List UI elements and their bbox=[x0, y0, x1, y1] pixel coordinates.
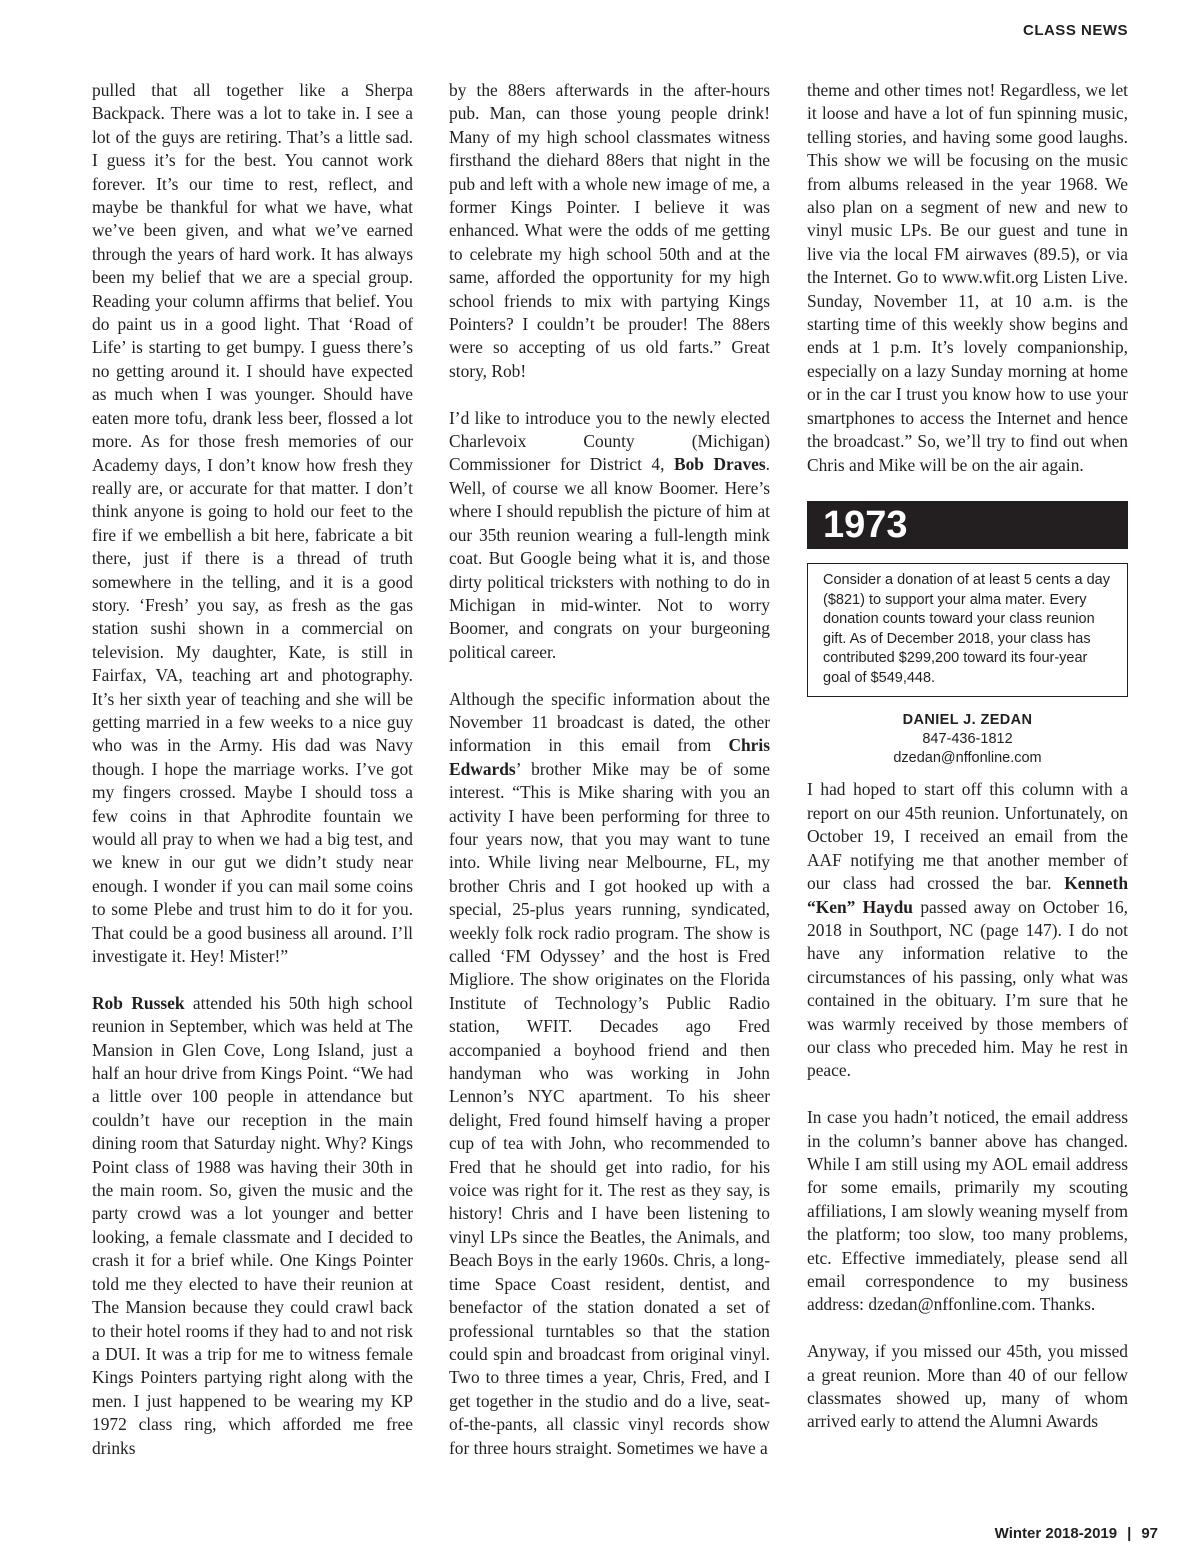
paragraph: Although the specific information about the November 11 broadcast is dated, the other information in this email from Chris Edwards’ brother Mike may be of some interest. “This is Mike sharing with you an activity I have been performing for three to four years now, that you may want to tune into. While living near Melbourne, FL, my brother Chris and I got hooked up with a special, 25-plus years running, syndicated, weekly folk rock radio program. The show is called ‘FM Odyssey’ and the host is Fred Migliore. The show originates on the Florida Institute of Technology’s Public Radio station, WFIT. Decades ago Fred accompanied a boyhood friend and then handyman who was working in John Lennon’s NYC apartment. To his sheer delight, Fred found himself having a proper cup of tea with John, who recommended to Fred that he should get into radio, for his voice was right for it. The rest as they say, is history! Chris and I have been listening to vinyl LPs since the Beatles, the Animals, and Beach Boys in the early 1960s. Chris, a long-time Space Coast resident, dentist, and benefactor of the station donated a set of professional turntables so that the station could spin and broadcast from original vinyl. Two to three times a year, Chris, Fred, and I get together in the studio and do a live, seat-of-the-pants, all classic vinyl records show for three hours straight. Sometimes we have a bbox=[449, 688, 770, 1458]
secretary-phone: 847-436-1812 bbox=[922, 731, 1013, 748]
column-3 bbox=[807, 79, 1128, 1434]
donation-callout: Consider a donation of at least 5 cents a day ($821) to support your alma mater. Every donation counts toward your class reunion gift. As of December 2018, your class has contributed $299,200 toward its four-year goal of $549,448. bbox=[807, 563, 1128, 698]
paragraph: In case you hadn’t noticed, the email address in the column’s banner above has changed. While I am still using my AOL email address for some emails, primarily my scouting affiliations, I am slowly weaning myself from the platform; too slow, too many problems, etc. Effective immediately, please send all email correspondence to my business address: dzedan@nffonline.com. Thanks. bbox=[807, 1107, 1128, 1315]
issue-label: Winter 2018-2019 bbox=[994, 1525, 1118, 1542]
classmate-name: Bob Draves bbox=[674, 454, 766, 475]
paragraph: Rob Russek attended his 50th high school reunion in September, which was held at The Mansion in Glen Cove, Long Island, just a half an hour drive from Kings Point. “We had a little over 100 people in attendance but couldn’t have our reception in the main dining room that Saturday night. Why? Kings Point class of 1988 was having their 30th in the main room. So, given the music and the party crowd was a lot younger and better looking, a female classmate and I decided to crash it for a brief while. One Kings Pointer told me they elected to have their reunion at The Mansion because they could crawl back to their hotel rooms if they had to and not risk a DUI. It was a trip for me to witness female Kings Pointers partying right along with the men. I just happened to be wearing my KP 1972 class ring, which afforded me free drinks bbox=[92, 992, 413, 1458]
paragraph: I’d like to introduce you to the newly elected Charlevoix County (Michigan) Commissioner for District 4, Bob Draves. Well, of course we all know Boomer. Here’s where I should republish the picture of him at our 35th reunion wearing a full-length mink coat. But Google being what it is, and those dirty political tricksters with nothing to do in Michigan in mid-winter. Not to worry Boomer, and congrats on your burgeoning political career. bbox=[449, 407, 770, 662]
secretary-name: DANIEL J. ZEDAN bbox=[902, 712, 1033, 729]
page-footer bbox=[995, 1525, 1158, 1542]
classmate-name: Rob Russek bbox=[92, 992, 185, 1013]
paragraph: theme and other times not! Regardless, we let it loose and have a lot of fun spinning music, telling stories, and having some good laughs. This show we will be focusing on the music from albums released in the year 1968. We also plan on a segment of new and new to vinyl music LPs. Be our guest and tune in live via the local FM airwaves (89.5), or via the Internet. Go to www.wfit.org Listen Live. Sunday, November 11, at 10 a.m. is the starting time of this weekly show begins and ends at 1 p.m. It’s lovely companionship, especially on a lazy Sunday morning at home or in the car I trust you know how to use your smartphones to access the Internet and hence the broadcast.” So, we’ll try to find out when Chris and Mike will be on the air again. bbox=[807, 80, 1128, 475]
classmate-name: Chris Edwards bbox=[449, 735, 770, 779]
class-year-banner: 1973 bbox=[807, 501, 1128, 549]
paragraph: Anyway, if you missed our 45th, you missed a great reunion. More than 40 of our fellow classmates showed up, many of whom arrived early to attend the Alumni Awards bbox=[807, 1341, 1128, 1432]
section-label: CLASS NEWS bbox=[1022, 22, 1128, 39]
secretary-email: dzedan@nffonline.com bbox=[893, 750, 1042, 767]
page-number: 97 bbox=[1141, 1525, 1158, 1542]
column-1 bbox=[92, 79, 413, 1460]
footer-separator: | bbox=[1127, 1525, 1132, 1542]
paragraph: I had hoped to start off this column with a report on our 45th reunion. Unfortunately, on October 19, I received an email from the AAF notifying me that another member of our class had crossed the bar. Kenneth “Ken” Haydu passed away on October 16, 2018 in Southport, NC (page 147). I do not have any information relative to the circumstances of his passing, only what was contained in the obituary. I’m sure that he was warmly received by those members of our class who preceded him. May he rest in peace. bbox=[807, 779, 1129, 1081]
paragraph: by the 88ers afterwards in the after-hours pub. Man, can those young people drink! Many of my high school classmates witness firsthand the diehard 88ers that night in the pub and left with a whole new image of me, a former Kings Pointer. I believe it was enhanced. What were the odds of me getting to celebrate my high school 50th and at the same, afforded the opportunity for my high school friends to mix with partying Kings Pointers? I couldn’t be prouder! The 88ers were so accepting of us old farts.” Great story, Rob! bbox=[449, 80, 770, 381]
classmate-name: Kenneth “Ken” Haydu bbox=[807, 873, 1128, 917]
column-2 bbox=[449, 79, 770, 1460]
paragraph: pulled that all together like a Sherpa Backpack. There was a lot to take in. I see a lot of the guys are retiring. That’s a little sad. I guess it’s for the best. You cannot work forever. It’s our time to rest, reflect, and maybe be thankful for what we have, what we’ve been given, and what we’ve earned through the years of hard work. It has always been my belief that we are a special group. Reading your column affirms that belief. You do paint us in a good light. That ‘Road of Life’ is starting to get bumpy. I guess there’s no getting around it. I should have expected as much when I was younger. Should have eaten more tofu, drank less beer, flossed a lot more. As for those fresh memories of our Academy days, I don’t know how fresh they really are, or accurate for that matter. I don’t think anyone is going to hold our feet to the fire if we embellish a bit here, fabricate a bit there, just if there is a thread of truth somewhere in the telling, and it is a good story. ‘Fresh’ you say, as fresh as the gas station sushi shown in a commercial on television. My daughter, Kate, is still in Fairfax, VA, teaching art and photography. It’s her sixth year of teaching and she will be getting married in a few weeks to a nice guy who was in the Army. His dad was Navy though. I hope the marriage works. I’ve got my fingers crossed. Maybe I should toss a few coins in that Aphrodite fountain we would all pray to when we had a big test, and we knew in our gut we didn’t study near enough. I wonder if you can mail some coins to some Plebe and trust him to do it for you. That could be a good business all around. I’ll investigate it. Hey! Mister!” bbox=[92, 80, 413, 967]
class-secretary-contact bbox=[807, 711, 1128, 768]
